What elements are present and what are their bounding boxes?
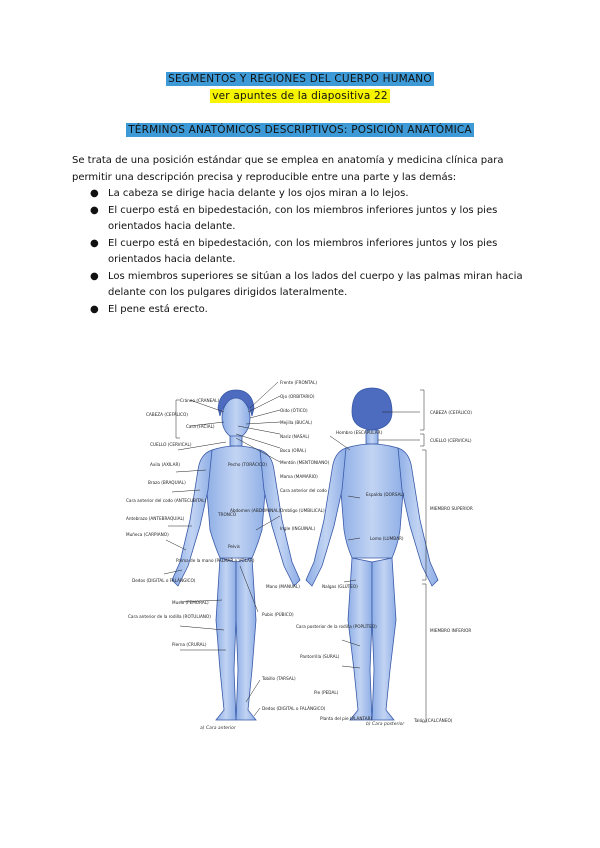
bullet-icon: ● [90,188,99,199]
list-item [90,186,530,203]
list-item [90,203,530,236]
label-craneo: Cráneo (CRANEAL) [180,398,220,403]
list-item [90,269,530,302]
label-cuello: CUELLO (CERVICAL) [150,442,192,447]
label-palma: Palma de la mano (PALMAR o VOLAR) [176,558,255,563]
bullet-icon: ● [90,237,99,249]
label-pie: Pie (PEDAL) [314,690,339,695]
label-mano: Mano (MANUAL) [266,584,300,589]
label-ingle: Ingle (INGUINAL) [280,526,316,531]
label-axila: Axila (AXILAR) [150,462,181,467]
label-antebrazo: Antebrazo (ANTEBRAQUIAL) [126,516,185,521]
main-title-text: SEGMENTOS Y REGIONES DEL CUERPO HUMANO [168,73,432,85]
label-mama: Mama (MAMARIO) [280,474,318,479]
posterior-left-leg [348,558,372,720]
posterior-hair [352,388,392,430]
label-muslo: Muslo (FEMORAL) [172,600,209,605]
label-cara: Cara (FACIAL) [186,424,215,429]
label-pubis: Pubis (PÚBICO) [262,612,294,617]
label-ombligo: Ombligo (UMBILICAL) [280,508,325,513]
label-pantorrilla: Pantorrilla (SURAL) [300,654,340,659]
posterior-body [306,388,438,720]
label-pierna: Pierna (CRURAL) [172,642,207,647]
label-antecubital: Cara anterior del codo (ANTECUBITAL) [126,498,207,503]
label-dedos: Dedos (DIGITAL o FALÁNGICO) [132,578,196,583]
label-espalda: Espalda (DORSAL) [366,492,405,497]
label-muneca: Muñeca (CARPIANO) [126,532,169,537]
anterior-body [172,390,300,720]
label-nalgas: Nalgas (GLÚTEO) [322,584,358,589]
label-dedos-pie: Dedos (DIGITAL o FALÁNGICO) [262,706,326,711]
label-tobillo: Tobillo (TARSAL) [262,676,296,681]
label-cuello-post: CUELLO (CERVICAL) [430,438,472,443]
posterior-right-arm [398,448,438,586]
label-oido: Oído (ÓTICO) [280,408,308,413]
bullet-list [90,186,530,318]
anterior-neck [230,436,242,446]
posterior-left-arm [306,448,346,586]
label-brazo: Brazo (BRAQUIAL) [148,480,186,485]
label-menton: Mentón (MENTONIANO) [280,460,330,465]
subtitle [0,90,600,102]
bullet-text: El cuerpo está en bipedestación, con los miembros inferiores juntos y los pies orientados hacia delante. [108,237,498,265]
label-ojo: Ojo (ORBITARIO) [280,394,315,399]
label-boca: Boca (ORAL) [280,448,307,453]
bullet-icon: ● [90,270,99,282]
subtitle-text: ver apuntes de la diapositiva 22 [212,90,388,102]
label-talon: Talón (CALCÁNEO) [414,718,453,723]
figure-caption-text: Posición anatómica. Se indican los nombres regionales y los términos anatómicos, entre paréntesis, de muchas de las regiones del cuerpo. Por ejemplo, el pecho es la región torácica. [120,338,383,349]
section-title-text: TÉRMINOS ANATÓMICOS DESCRIPTIVOS: POSICIÓN ANATÓMICA [128,124,472,136]
label-pecho: Pecho (TORÁCICO) [228,462,267,467]
label-rotuliano: Cara anterior de la rodilla (ROTULIANO) [128,614,211,619]
label-tronco: TRONCO [218,512,237,517]
bullet-text: Los miembros superiores se sitúan a los lados del cuerpo y las palmas miran hacia delante con los pulgares dirigidos lateralmente. [108,270,523,298]
label-planta: Planta del pie (PLANTAR) [320,716,373,721]
label-cabeza: CABEZA (CEFÁLICO) [146,412,188,417]
anterior-right-arm [260,450,300,586]
anterior-left-leg [216,558,236,720]
list-item [90,302,530,319]
intro-paragraph: Se trata de una posición estándar que se emplea en anatomía y medicina clínica para permitir una descripción precisa y reproducible entre una parte y las demás: [72,155,504,183]
list-item [90,236,530,269]
section-title [0,124,600,136]
figure-caption-number: FIGURA 1.5 [120,338,149,343]
label-pelvis: Pelvis [228,544,240,549]
label-mejilla: Mejilla (BUCAL) [280,420,313,425]
main-title [0,73,600,85]
label-frente: Frente (FRONTAL) [280,380,317,385]
view-b-label: b) Cara posterior [366,722,405,727]
bullet-text: La cabeza se dirige hacia delante y los ojos miran a lo lejos. [108,188,409,199]
label-lomo: Lomo (LUMBAR) [370,536,404,541]
bullet-text: El cuerpo está en bipedestación, con los miembros inferiores juntos y los pies orientados hacia delante. [108,204,498,232]
bullet-icon: ● [90,303,99,315]
posterior-right-leg [372,558,396,720]
label-popliteo: Cara posterior de la rodilla (POPLÍTEO) [296,624,377,629]
label-hombro: Hombro (ESCAPULAR) [336,430,383,435]
anterior-right-leg [236,558,256,720]
bullet-icon: ● [90,204,99,216]
anterior-head [222,398,250,438]
bullet-text: El pene está erecto. [108,303,208,315]
label-codo: Cara anterior del codo [280,488,327,493]
label-cabeza-post: CABEZA (CEFÁLICO) [430,410,472,415]
label-miembro-superior: MIEMBRO SUPERIOR [430,506,473,511]
view-a-label: a) Cara anterior [200,726,236,731]
label-abdomen: Abdomen (ABDOMINAL) [230,508,281,513]
label-miembro-inferior: MIEMBRO INFERIOR [430,628,472,633]
label-nariz: Nariz (NASAL) [280,434,310,439]
